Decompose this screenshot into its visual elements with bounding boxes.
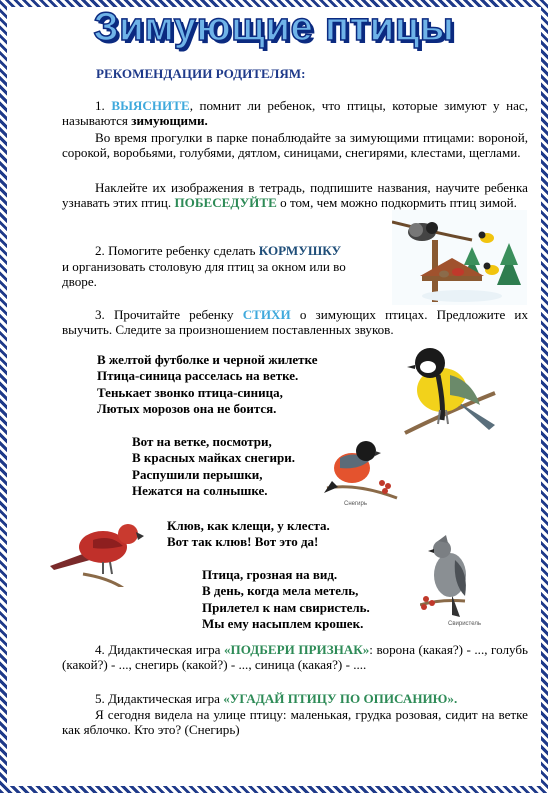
section-heading: РЕКОМЕНДАЦИИ РОДИТЕЛЯМ: — [96, 66, 306, 81]
poem-line: Распушили перышки, — [132, 466, 263, 482]
titmouse-illustration — [400, 345, 500, 445]
item-1-paragraph-2: Во время прогулки в парке понаблюдайте за зимующими птицами: вороной, сорокой, воробьями, голубями, дятлом, синицами, снегирями, клестами, щеглами. — [62, 130, 528, 161]
poem-bullfinch — [132, 434, 295, 499]
poem-line: Клюв, как клещи, у клеста. — [167, 518, 330, 533]
poem-line: Лютых морозов она не боится. — [97, 400, 277, 416]
poem-line: В день, когда мела метель, — [202, 583, 359, 599]
poem-line: В красных майках снегири. — [132, 450, 295, 466]
poem-line: Тенькает звонко птица-синица, — [97, 384, 283, 400]
poem-line: Мы ему насыплем крошек. — [202, 615, 364, 631]
poem-waxwing — [202, 567, 370, 632]
item-4-paragraph: 4. Дидактическая игра «ПОДБЕРИ ПРИЗНАК»: ворона (какая?) - ..., голубь (какой?) - ..., снегирь (какой?) - ..., синица (какая?) - .... — [62, 642, 528, 673]
item-5-line-1: 5. Дидактическая игра «УГАДАЙ ПТИЦУ ПО ОПИСАНИЮ». — [95, 691, 458, 706]
poem-line: Вот так клюв! Вот это да! — [167, 534, 319, 550]
bullfinch-illustration — [322, 433, 402, 508]
item-1-paragraph-3: Наклейте их изображения в тетрадь, подпишите названия, научите ребенка узнавать этих птиц. ПОБЕСЕДУЙТЕ о том, чем можно подкормить птиц зимой. — [62, 180, 528, 211]
item-2-line-1: 2. Помогите ребенку сделать КОРМУШКУ — [95, 243, 342, 258]
item-3-paragraph: 3. Прочитайте ребенку СТИХИ о зимующих птицах. Предложите их выучить. Следите за произношением поставленных звуков. — [62, 307, 528, 338]
item-2-line-2: и организовать столовую для птиц за окном или во дворе. — [62, 259, 346, 290]
waxwing-caption: Свиристель — [448, 621, 482, 627]
crossbill-illustration — [48, 512, 148, 587]
poem-line: Нежатся на солнышке. — [132, 482, 268, 498]
waxwing-illustration — [420, 535, 500, 630]
poem-crossbill — [167, 518, 330, 551]
poem-line: Птица-синица расселась на ветке. — [97, 368, 299, 384]
bird-feeder-illustration — [392, 210, 527, 305]
item-5-paragraph: Я сегодня видела на улице птицу: маленькая, грудка розовая, сидит на ветке как яблочко. Кто это? (Снегирь) — [62, 707, 528, 738]
page-title: Зимующие птицы — [93, 5, 455, 49]
poem-titmouse — [97, 352, 318, 417]
poem-line: Вот на ветке, посмотри, — [132, 434, 272, 449]
poem-line: Птица, грозная на вид. — [202, 567, 338, 582]
poem-line: Прилетел к нам свиристель. — [202, 599, 370, 615]
bullfinch-caption: Снегирь — [344, 501, 367, 507]
item-1-paragraph-1: 1. ВЫЯСНИТЕ, помнит ли ребенок, что птицы, которые зимуют у нас, называются зимующими. — [62, 98, 528, 129]
poem-line: В желтой футболке и черной жилетке — [97, 352, 318, 367]
